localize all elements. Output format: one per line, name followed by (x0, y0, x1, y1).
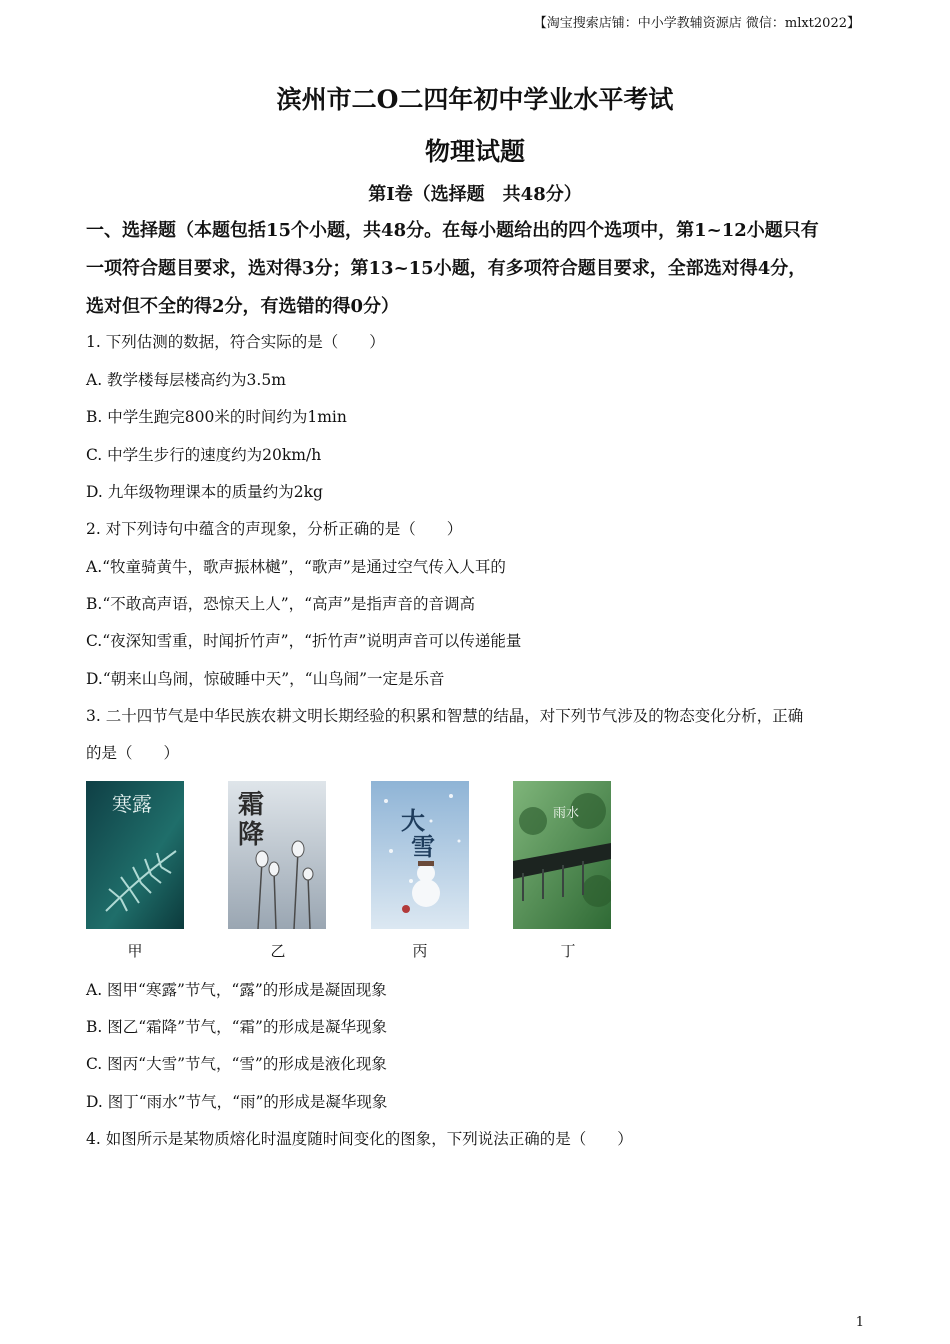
image-label-ding: 丁 (560, 942, 576, 960)
svg-text:寒露: 寒露 (112, 792, 152, 816)
q1-stem: 1. 下列估测的数据，符合实际的是（ ） (86, 333, 385, 351)
q3-stem-line-2: 的是（ ） (86, 744, 180, 762)
image-label-yi: 乙 (270, 942, 286, 960)
q3-option-c: C. 图丙“大雪”节气，“雪”的形成是液化现象 (86, 1055, 387, 1073)
instructions-line-3: 选对但不全的得2分，有选错的得0分） (86, 296, 400, 317)
q1-option-d: D. 九年级物理课本的质量约为2kg (86, 483, 323, 501)
svg-text:霜: 霜 (238, 790, 265, 820)
image-yi-shuangjiang (228, 781, 326, 929)
q4-stem: 4. 如图所示是某物质熔化时温度随时间变化的图象，下列说法正确的是（ ） (86, 1130, 633, 1148)
q2-stem: 2. 对下列诗句中蕴含的声现象，分析正确的是（ ） (86, 520, 463, 538)
q1-option-c: C. 中学生步行的速度约为20km/h (86, 446, 322, 464)
instructions-line-2: 一项符合题目要求，选对得3分；第13~15小题，有多项符合题目要求，全部选对得4分， (86, 258, 807, 279)
instructions-line-1: 一、选择题（本题包括15个小题，共48分。在每小题给出的四个选项中，第1~12小题只有 (86, 220, 819, 241)
q2-option-c: C.“夜深知雪重，时闻折竹声”，“折竹声”说明声音可以传递能量 (86, 632, 522, 650)
q3-option-d: D. 图丁“雨水”节气，“雨”的形成是凝华现象 (86, 1093, 388, 1111)
svg-text:雪: 雪 (411, 832, 435, 861)
image-ding-yushui (513, 781, 611, 929)
image-label-jia: 甲 (127, 942, 143, 960)
q3-option-a: A. 图甲“寒露”节气，“露”的形成是凝固现象 (86, 981, 387, 999)
q1-option-a: A. 教学楼每层楼高约为3.5m (86, 371, 286, 389)
svg-text:降: 降 (238, 820, 265, 850)
exam-title: 滨州市二O二四年初中学业水平考试 (276, 85, 674, 114)
q2-option-b: B.“不敢高声语，恐惊天上人”，“高声”是指声音的音调高 (86, 595, 476, 613)
q2-option-a: A.“牧童骑黄牛，歌声振林樾”，“歌声”是通过空气传入人耳的 (86, 558, 506, 576)
svg-text:大: 大 (401, 806, 425, 835)
svg-text:雨水: 雨水 (553, 806, 580, 821)
q3-option-b: B. 图乙“霜降”节气，“霜”的形成是凝华现象 (86, 1018, 387, 1036)
q3-stem-line-1: 3. 二十四节气是中华民族农耕文明长期经验的积累和智慧的结晶，对下列节气涉及的物态变化分析，正确 (86, 707, 804, 725)
q2-option-d: D.“朝来山鸟闹，惊破睡中天”，“山鸟闹”一定是乐音 (86, 670, 445, 688)
image-bing-daxue (371, 781, 469, 929)
section-title: 第Ⅰ卷（选择题 共48分） (368, 184, 582, 205)
image-jia-hanlu (86, 781, 184, 929)
q1-option-b: B. 中学生跑完800米的时间约为1min (86, 408, 347, 426)
header-note: 【淘宝搜索店铺：中小学教辅资源店 微信：mlxt2022】 (533, 16, 860, 31)
image-label-bing: 丙 (412, 942, 428, 960)
subject-title: 物理试题 (424, 137, 525, 166)
page-number: 1 (855, 1315, 864, 1330)
